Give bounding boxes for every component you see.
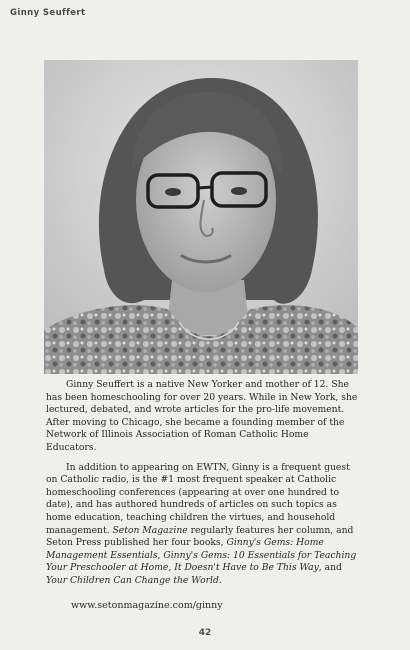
- bio-separator: ,: [157, 549, 164, 561]
- page-number: 42: [198, 628, 212, 638]
- running-head: Ginny Seuffert: [10, 8, 86, 18]
- bio-end-punctuation: .: [218, 574, 222, 586]
- portrait-photo-icon: [44, 60, 358, 374]
- portrait-photo: [44, 60, 358, 374]
- bio-separator: , and: [318, 562, 342, 574]
- book-title-2: Ginny's Gems: 10 Essentials for Teaching Your Preschooler at Home: [46, 549, 357, 574]
- book-title-3: It Doesn't Have to Be This Way: [174, 562, 319, 574]
- website-url: www.setonmagazine.com/ginny: [71, 600, 223, 611]
- bio-text-segment: regularly features her column, and Seton Press published her four books,: [46, 524, 354, 549]
- bio-paragraph-1: Ginny Seuffert is a native New Yorker and mother of 12. She has been homeschooling for over 20 years. While in New York, she lectured, debated, and wrote articles for the pro-life movement. After moving to Chicago, she became a founding member of the Network of Illinois Association of Roman Catholic Home Educators.: [46, 379, 358, 453]
- book-title-1: Ginny's Gems: Home Management Essentials: [46, 537, 324, 561]
- magazine-title: Seton Magazine: [112, 524, 188, 536]
- bio-separator: ,: [168, 562, 175, 574]
- book-title-4: Your Children Can Change the World: [46, 574, 219, 586]
- biography-text: [46, 379, 360, 595]
- bio-text-segment: In addition to appearing on EWTN, Ginny is a frequent guest on Catholic radio, is the #1 most frequent speaker at Catholic homeschooling conferences (appearing at over one hundred to date), and has authored hundreds of articles on such topics as home education, teaching children the virtues, and household management.: [46, 461, 350, 536]
- bio-paragraph-2: [46, 462, 360, 588]
